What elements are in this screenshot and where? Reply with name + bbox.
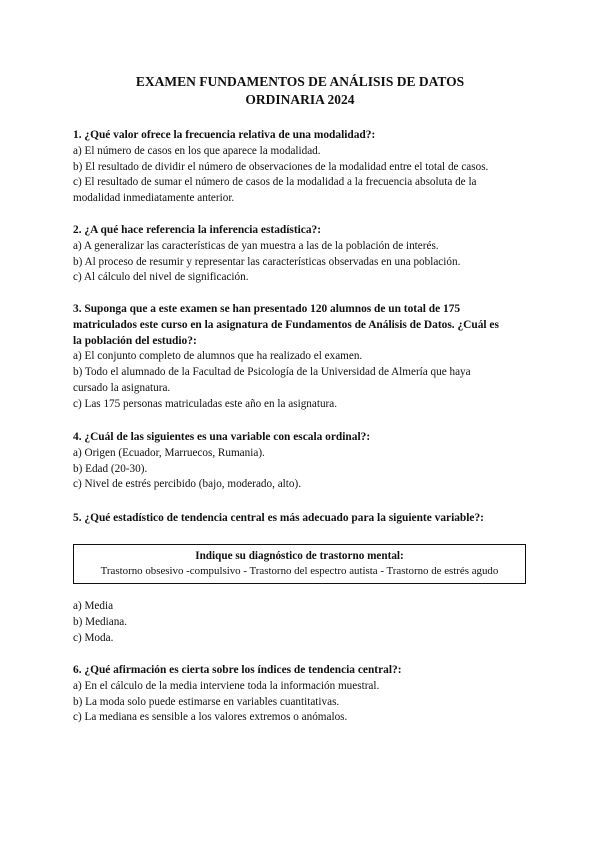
question-2 bbox=[73, 223, 533, 286]
question-5-option-a: a) Media bbox=[73, 600, 114, 612]
exam-title-line-1: EXAMEN FUNDAMENTOS DE ANÁLISIS DE DATOS bbox=[135, 74, 465, 89]
question-3-stem-line-3: la población del estudio?: bbox=[73, 334, 197, 347]
question-1-stem: 1. ¿Qué valor ofrece la frecuencia relativa de una modalidad?: bbox=[73, 129, 376, 141]
question-5 bbox=[73, 511, 533, 527]
question-5-option-b: b) Mediana. bbox=[73, 615, 128, 628]
question-4-option-b: b) Edad (20-30). bbox=[73, 462, 148, 475]
question-5-stem: 5. ¿Qué estadístico de tendencia central es más adecuado para la siguiente variable?: bbox=[73, 512, 484, 524]
question-3-option-b: b) Todo el alumnado de la Facultad de Psicología de la Universidad de Almería que haya bbox=[73, 366, 471, 379]
question-3-option-c: c) Las 175 personas matriculadas este año en la asignatura. bbox=[73, 397, 338, 410]
question-3-option-a: a) El conjunto completo de alumnos que ha realizado el examen. bbox=[73, 350, 363, 363]
question-3 bbox=[73, 302, 533, 413]
question-5-options bbox=[73, 599, 533, 646]
question-4-stem: 4. ¿Cuál de las siguientes es una variable con escala ordinal?: bbox=[73, 431, 371, 443]
question-1-option-c: c) El resultado de sumar el número de casos de la modalidad a la frecuencia absoluta de la bbox=[73, 176, 477, 189]
question-6 bbox=[73, 663, 533, 726]
question-5-option-c: c) Moda. bbox=[73, 631, 114, 644]
exam-title-line-2: ORDINARIA 2024 bbox=[245, 92, 355, 107]
question-6-stem: 6. ¿Qué afirmación es cierta sobre los índices de tendencia central?: bbox=[73, 664, 402, 676]
question-6-option-b: b) La moda solo puede estimarse en variables cuantitativas. bbox=[73, 695, 340, 708]
question-4-option-c: c) Nivel de estrés percibido (bajo, moderado, alto). bbox=[73, 478, 302, 491]
question-1-option-c-continued: modalidad inmediatamente anterior. bbox=[73, 192, 235, 205]
question-2-option-b: b) Al proceso de resumir y representar las características observadas en una población. bbox=[73, 255, 461, 268]
question-2-option-a: a) A generalizar las características de yan muestra a las de la población de interés. bbox=[73, 239, 439, 252]
question-3-stem-line-1: 3. Suponga que a este examen se han presentado 120 alumnos de un total de 175 bbox=[73, 303, 461, 315]
variable-box-title: Indique su diagnóstico de trastorno mental: bbox=[195, 550, 404, 562]
variable-box bbox=[73, 544, 526, 584]
variable-box-categories: Trastorno obsesivo -compulsivo - Trastorno del espectro autista - Trastorno de estrés agudo bbox=[100, 565, 499, 577]
question-1-option-b: b) El resultado de dividir el número de observaciones de la modalidad entre el total de casos. bbox=[73, 160, 489, 173]
question-3-stem-line-2: matriculados este curso en la asignatura de Fundamentos de Análisis de Datos. ¿Cuál es bbox=[73, 318, 499, 331]
question-6-option-c: c) La mediana es sensible a los valores extremos o anómalos. bbox=[73, 711, 348, 724]
question-1 bbox=[73, 128, 533, 207]
question-2-stem: 2. ¿A qué hace referencia la inferencia estadística?: bbox=[73, 224, 322, 236]
question-4-option-a: a) Origen (Ecuador, Marruecos, Rumania). bbox=[73, 446, 265, 459]
exam-title bbox=[0, 73, 600, 109]
question-3-option-b-continued: cursado la asignatura. bbox=[73, 381, 171, 394]
question-1-option-a: a) El número de casos en los que aparece la modalidad. bbox=[73, 144, 321, 157]
question-6-option-a: a) En el cálculo de la media interviene toda la información muestral. bbox=[73, 679, 380, 692]
question-4 bbox=[73, 430, 533, 493]
question-2-option-c: c) Al cálculo del nivel de significación. bbox=[73, 271, 249, 284]
